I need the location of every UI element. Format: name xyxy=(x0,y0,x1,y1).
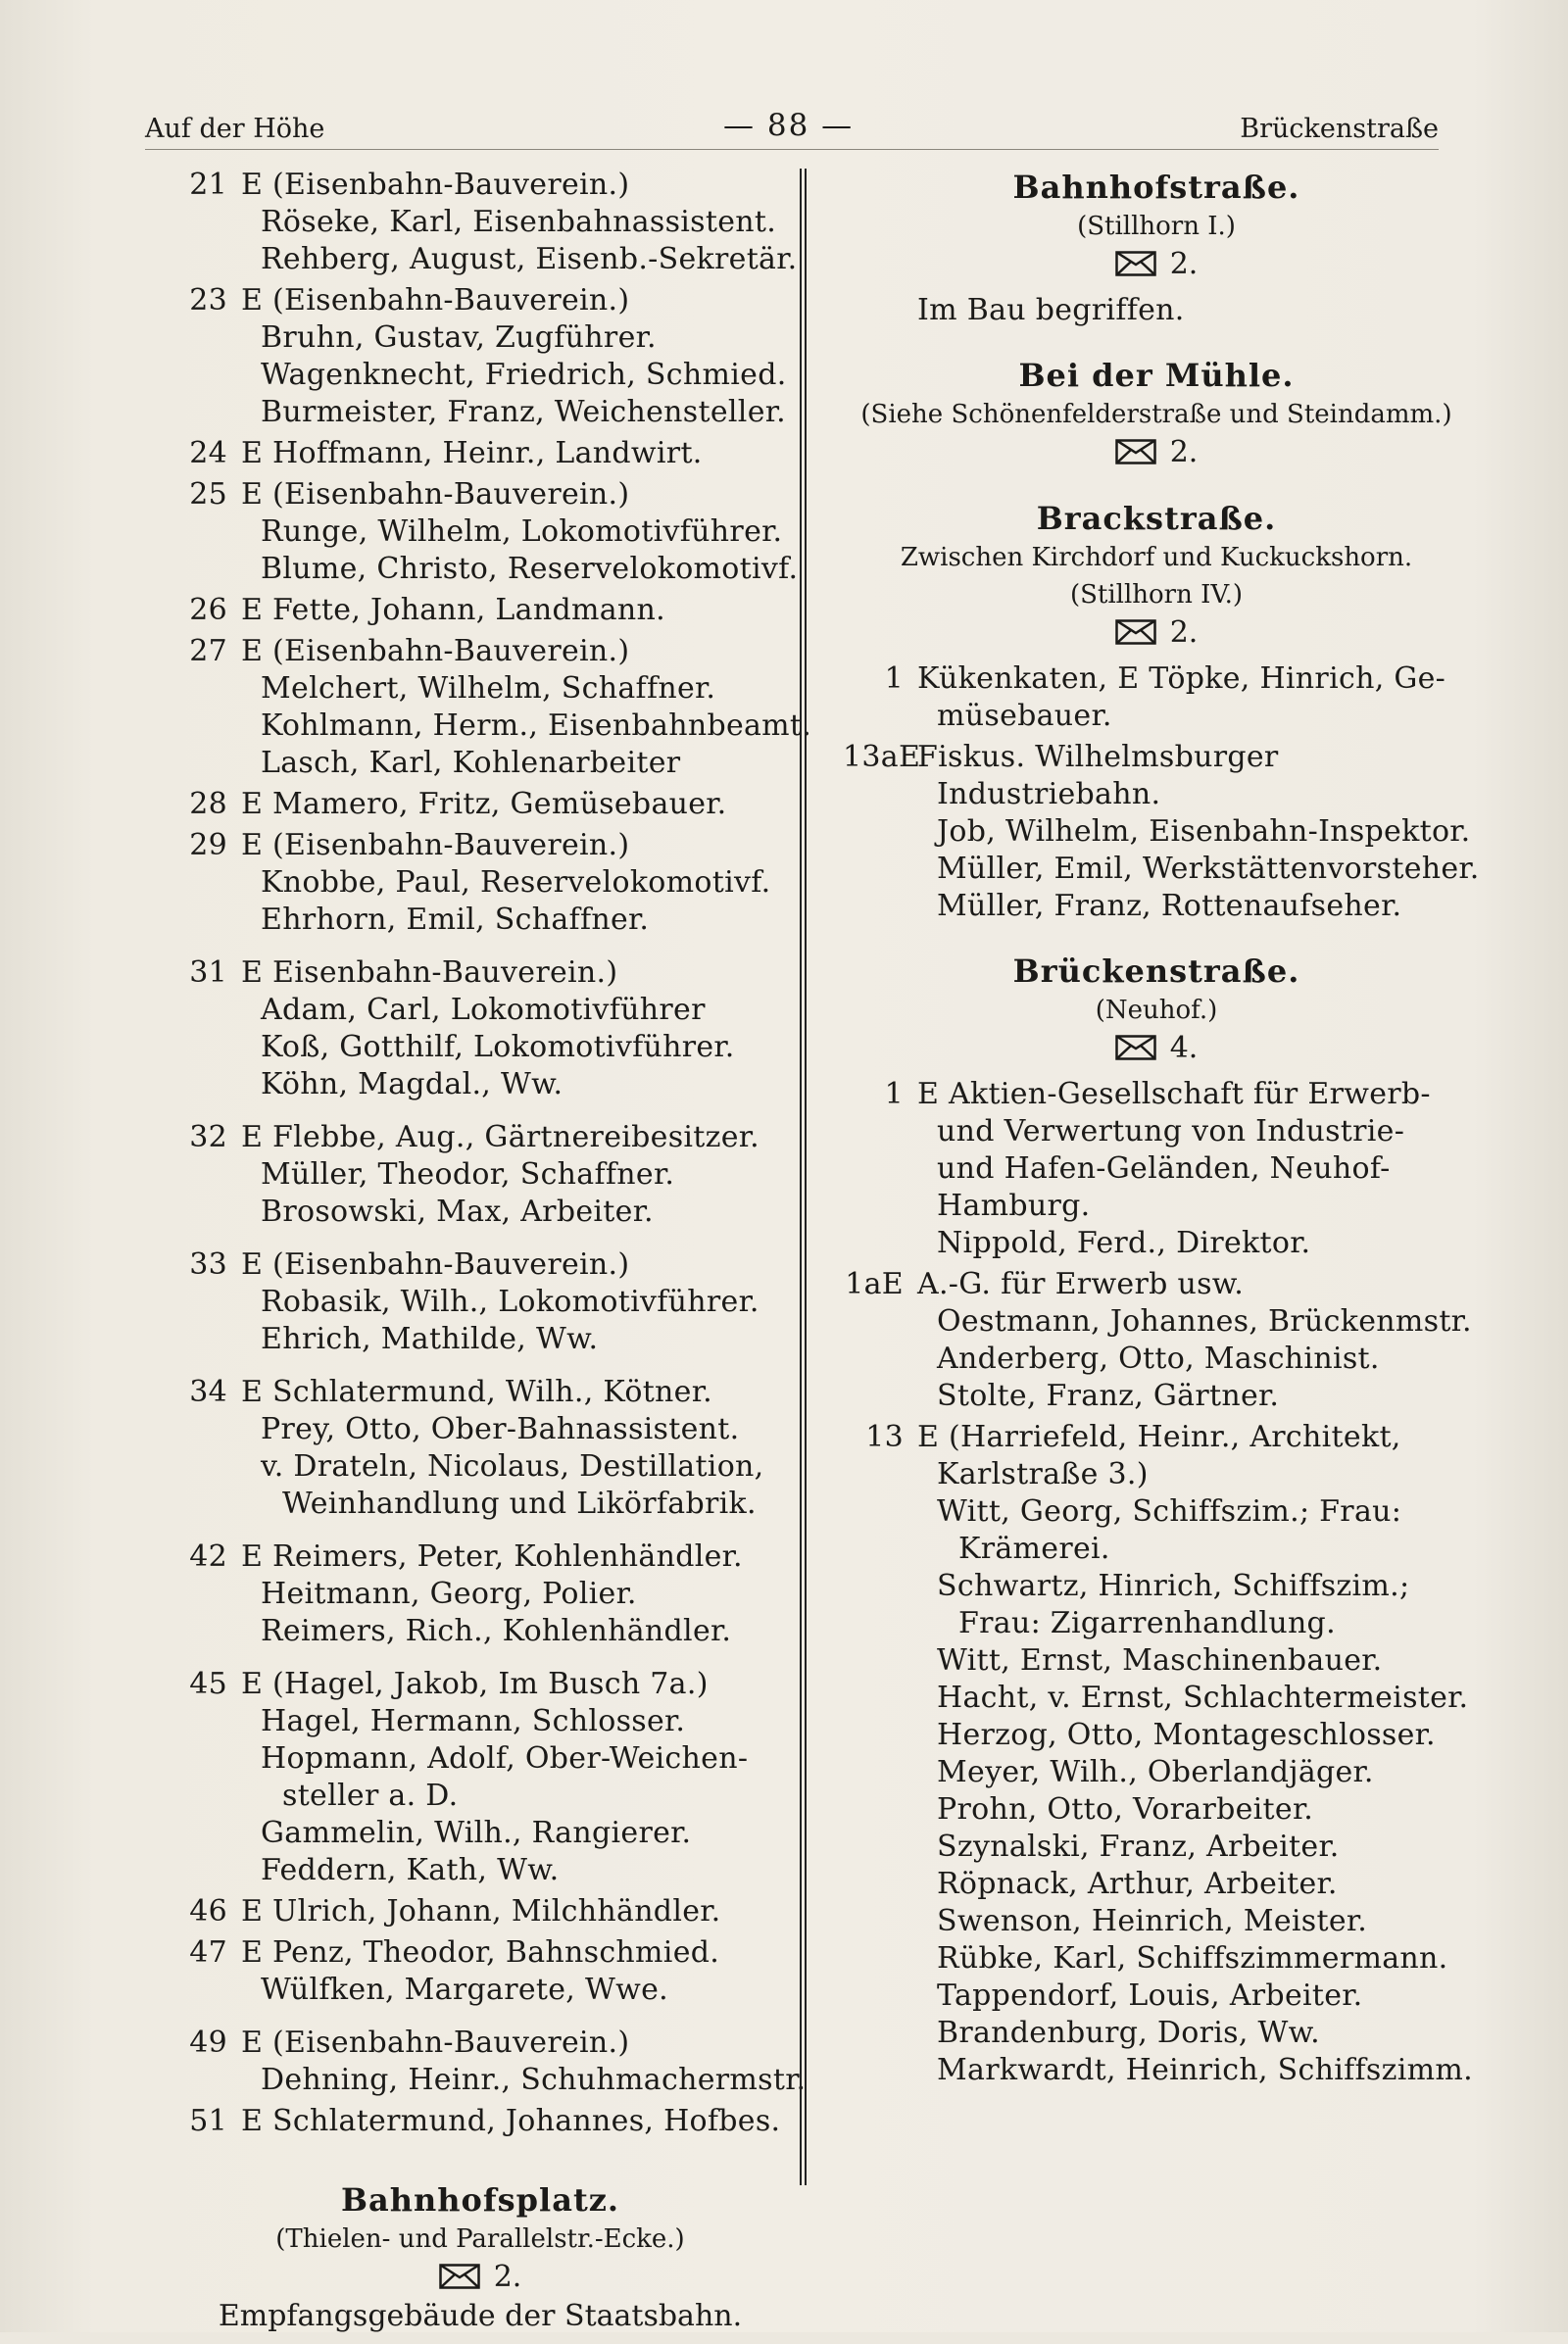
entry-text: E (Eisenbahn-Bauverein.) xyxy=(241,283,630,317)
directory-entry xyxy=(843,1266,1470,1415)
section-subtitle: (Stillhorn IV.) xyxy=(1069,580,1244,610)
entry-text: E (Eisenbahn-Bauverein.) xyxy=(241,477,630,512)
house-number: 28 xyxy=(189,787,227,821)
entry-line: und Verwertung von Industrie- xyxy=(937,1114,1405,1148)
column-divider xyxy=(800,169,807,2185)
entry-text: E Penz, Theodor, Bahnschmied. xyxy=(241,1935,720,1970)
entry-line xyxy=(167,1934,794,1972)
house-number: 27 xyxy=(189,634,227,668)
directory-entry xyxy=(167,827,794,939)
entry-line: Müller, Franz, Rottenaufseher. xyxy=(937,889,1402,923)
section-title: Brackstraße. xyxy=(1036,500,1277,537)
house-number: 26 xyxy=(189,593,227,627)
entry-line: Anderberg, Otto, Maschinist. xyxy=(937,1342,1380,1376)
directory-entry xyxy=(167,1666,794,1889)
entry-line: Wülfken, Margarete, Wwe. xyxy=(261,1973,668,2007)
directory-entry xyxy=(843,739,1480,925)
entry-text: E Ulrich, Johann, Milchhändler. xyxy=(241,1894,721,1929)
entry-line: Stolte, Franz, Gärtner. xyxy=(937,1379,1280,1413)
entry-text: E (Hagel, Jakob, Im Busch 7a.) xyxy=(241,1667,709,1701)
entry-line: Reimers, Rich., Kohlenhändler. xyxy=(261,1614,732,1648)
entry-line: steller a. D. xyxy=(282,1779,459,1813)
house-number: 47 xyxy=(189,1935,227,1970)
entry-line: Knobbe, Paul, Reservelokomotivf. xyxy=(261,865,771,900)
house-number: 1 xyxy=(884,661,904,696)
street-section xyxy=(843,355,1470,472)
entry-line xyxy=(167,2103,794,2140)
entry-line: Heitmann, Georg, Polier. xyxy=(261,1577,637,1611)
directory-entry xyxy=(167,1119,794,1231)
section-subtitle: (Thielen- und Parallelstr.-Ecke.) xyxy=(275,2224,685,2254)
directory-entry xyxy=(167,1246,794,1358)
entry-text: E (Eisenbahn-Bauverein.) xyxy=(241,168,630,202)
entry-line: Rehberg, August, Eisenb.-Sekretär. xyxy=(261,242,798,276)
house-number: 1 xyxy=(884,1077,904,1111)
envelope-icon xyxy=(1115,439,1156,464)
entry-line xyxy=(167,1893,794,1930)
directory-entry xyxy=(167,167,798,278)
left-column xyxy=(167,167,812,2344)
entry-line xyxy=(167,1374,794,1411)
entry-text: E Schlatermund, Johannes, Hofbes. xyxy=(241,2104,781,2138)
entry-line: Gammelin, Wilh., Rangierer. xyxy=(261,1816,692,1850)
entry-text: Im Bau begriffen. xyxy=(917,293,1185,327)
postal-district xyxy=(843,613,1470,653)
directory-entry xyxy=(167,282,794,431)
entry-line: Brandenburg, Doris, Ww. xyxy=(937,2016,1320,2050)
entry-text: Kükenkaten, E Töpke, Hinrich, Ge- xyxy=(917,661,1446,696)
entry-line xyxy=(167,435,794,472)
entry-line: Hamburg. xyxy=(937,1189,1091,1223)
entry-text: E Fette, Johann, Landmann. xyxy=(241,593,665,627)
section-subtitle: (Neuhof.) xyxy=(1095,996,1218,1025)
section-title: Brückenstraße. xyxy=(1012,952,1300,990)
entry-line: Herzog, Otto, Montageschlosser. xyxy=(937,1718,1436,1752)
house-number: 34 xyxy=(189,1375,227,1409)
entry-line: Prey, Otto, Ober-Bahnassistent. xyxy=(261,1412,740,1446)
house-number: 51 xyxy=(189,2104,227,2138)
entry-line: Tappendorf, Louis, Arbeiter. xyxy=(937,1978,1363,2013)
entry-line xyxy=(167,2025,794,2062)
entry-line: Kohlmann, Herm., Eisenbahnbeamt. xyxy=(261,708,812,743)
house-number: 24 xyxy=(189,436,227,470)
house-number: 13 xyxy=(865,1420,904,1454)
entry-line xyxy=(167,282,794,319)
postal-number: 2. xyxy=(493,2260,522,2294)
page-number: — 88 — xyxy=(723,108,855,143)
header-left: Auf der Höhe xyxy=(145,114,325,144)
entry-line: Dehning, Heinr., Schuhmachermstr. xyxy=(261,2063,807,2097)
directory-entry xyxy=(167,1374,794,1523)
entry-text: E Hoffmann, Heinr., Landwirt. xyxy=(241,436,703,470)
entry-line: Weinhandlung und Likörfabrik. xyxy=(282,1487,757,1521)
directory-entry xyxy=(167,592,794,629)
entry-line xyxy=(167,1119,794,1156)
entry-line xyxy=(167,786,794,823)
directory-entry xyxy=(167,633,812,782)
entry-line xyxy=(843,660,1470,698)
entry-line: Melchert, Wilhelm, Schaffner. xyxy=(261,671,716,706)
section-bahnhofsplatz xyxy=(167,2179,794,2336)
directory-entry xyxy=(843,1419,1473,2089)
house-number: 29 xyxy=(189,828,227,862)
entry-line: Koß, Gotthilf, Lokomotivführer. xyxy=(261,1030,735,1064)
entry-line: Oestmann, Johannes, Brückenmstr. xyxy=(937,1304,1472,1339)
entry-line: Ehrhorn, Emil, Schaffner. xyxy=(261,903,650,937)
entry-line: und Hafen-Geländen, Neuhof- xyxy=(937,1151,1391,1186)
entry-line: Schwartz, Hinrich, Schiffszim.; xyxy=(937,1569,1410,1603)
entry-line xyxy=(167,827,794,864)
postal-district xyxy=(843,245,1470,284)
envelope-icon xyxy=(1115,619,1156,645)
directory-entry xyxy=(843,1076,1470,1262)
section-title: Bahnhofsplatz. xyxy=(340,2181,620,2219)
directory-entry xyxy=(167,2025,807,2099)
house-number: 21 xyxy=(189,168,227,202)
entry-line: Job, Wilhelm, Eisenbahn-Inspektor. xyxy=(937,814,1471,849)
directory-entry xyxy=(167,435,794,472)
section-title: Bei der Mühle. xyxy=(1018,357,1295,394)
postal-district xyxy=(843,433,1470,472)
entry-line xyxy=(843,739,1470,776)
house-number: 32 xyxy=(189,1120,227,1154)
postal-district xyxy=(167,2258,794,2297)
postal-number: 2. xyxy=(1169,247,1199,281)
entry-text: E (Harriefeld, Heinr., Architekt, xyxy=(917,1420,1401,1454)
section-text: Empfangsgebäude der Staatsbahn. xyxy=(218,2299,743,2333)
entry-line: Müller, Emil, Werkstättenvorsteher. xyxy=(937,852,1480,886)
entry-text: E (Eisenbahn-Bauverein.) xyxy=(241,828,630,862)
entry-line: Röseke, Karl, Eisenbahnassistent. xyxy=(261,205,777,239)
entry-text: E (Eisenbahn-Bauverein.) xyxy=(241,634,630,668)
entry-text: E Flebbe, Aug., Gärtnereibesitzer. xyxy=(241,1120,760,1154)
entry-line xyxy=(167,954,794,992)
directory-entry xyxy=(167,476,799,588)
entry-line xyxy=(167,592,794,629)
entry-line: Markwardt, Heinrich, Schiffszimm. xyxy=(937,2053,1473,2087)
directory-entry xyxy=(167,1934,794,2009)
entry-line: Rübke, Karl, Schiffszimmermann. xyxy=(937,1941,1448,1976)
street-section xyxy=(843,498,1470,653)
entry-line: Industriebahn. xyxy=(937,777,1161,811)
entry-text: E Schlatermund, Wilh., Kötner. xyxy=(241,1375,712,1409)
entry-line xyxy=(167,1246,794,1284)
entry-line: Szynalski, Franz, Arbeiter. xyxy=(937,1830,1340,1864)
entry-line: Krämerei. xyxy=(958,1532,1110,1566)
envelope-icon xyxy=(1115,1035,1156,1060)
entry-line: Hopmann, Adolf, Ober-Weichen- xyxy=(261,1741,749,1776)
entry-text: E (Eisenbahn-Bauverein.) xyxy=(241,1247,630,1282)
section-subtitle: (Siehe Schönenfelderstraße und Steindamm.) xyxy=(860,400,1452,429)
entry-line: Witt, Ernst, Maschinenbauer. xyxy=(937,1643,1383,1678)
postal-number: 2. xyxy=(1169,435,1199,469)
house-number: 31 xyxy=(189,955,227,990)
entry-line xyxy=(167,633,794,670)
entry-line: müsebauer. xyxy=(937,699,1112,733)
entry-line: Müller, Theodor, Schaffner. xyxy=(261,1157,675,1192)
street-section xyxy=(843,951,1470,1068)
entry-line: Köhn, Magdal., Ww. xyxy=(261,1067,564,1101)
directory-entry xyxy=(167,1538,794,1650)
entry-line xyxy=(843,292,1470,329)
entry-line xyxy=(167,167,794,204)
entry-line: Adam, Carl, Lokomotivführer xyxy=(261,993,706,1027)
entry-line: Runge, Wilhelm, Lokomotivführer. xyxy=(261,514,783,549)
header-rule xyxy=(145,149,1439,150)
entry-line: Röpnack, Arthur, Arbeiter. xyxy=(937,1867,1338,1901)
entry-text: Fiskus. Wilhelmsburger xyxy=(917,740,1279,774)
entry-text: E (Eisenbahn-Bauverein.) xyxy=(241,2026,630,2060)
house-number: 42 xyxy=(189,1539,227,1574)
entry-line: Feddern, Kath, Ww. xyxy=(261,1853,560,1887)
header-right: Brückenstraße xyxy=(1240,114,1439,144)
street-section xyxy=(843,167,1470,284)
entry-line: Meyer, Wilh., Oberlandjäger. xyxy=(937,1755,1374,1789)
house-number: 45 xyxy=(189,1667,227,1701)
envelope-icon xyxy=(1115,251,1156,276)
entry-line: Brosowski, Max, Arbeiter. xyxy=(261,1195,654,1229)
postal-number: 4. xyxy=(1169,1031,1199,1065)
entry-line: Nippold, Ferd., Direktor. xyxy=(937,1226,1311,1260)
entry-line: Karlstraße 3.) xyxy=(937,1457,1149,1491)
entry-text: E Mamero, Fritz, Gemüsebauer. xyxy=(241,787,727,821)
entry-text: E Aktien-Gesellschaft für Erwerb- xyxy=(917,1077,1431,1111)
entry-line xyxy=(167,1538,794,1576)
entry-line: Swenson, Heinrich, Meister. xyxy=(937,1904,1368,1938)
entry-line: Ehrich, Mathilde, Ww. xyxy=(261,1322,599,1356)
entry-line xyxy=(843,1076,1470,1113)
directory-entry xyxy=(167,1893,794,1930)
entry-line: Witt, Georg, Schiffszim.; Frau: xyxy=(937,1494,1402,1529)
house-number: 23 xyxy=(189,283,227,317)
directory-entry xyxy=(167,786,794,823)
entry-text: A.-G. für Erwerb usw. xyxy=(917,1267,1245,1301)
entry-line: Robasik, Wilh., Lokomotivführer. xyxy=(261,1285,760,1319)
postal-number: 2. xyxy=(1169,615,1199,650)
entry-line: Burmeister, Franz, Weichensteller. xyxy=(261,395,786,429)
directory-entry xyxy=(167,2103,794,2140)
entry-line: Hagel, Hermann, Schlosser. xyxy=(261,1704,686,1738)
page-header xyxy=(145,106,1439,155)
entry-line xyxy=(843,1266,1470,1303)
section-subtitle: (Stillhorn I.) xyxy=(1077,212,1236,241)
entry-line: Blume, Christo, Reservelokomotivf. xyxy=(261,552,799,586)
postal-district xyxy=(843,1029,1470,1068)
house-number: 46 xyxy=(189,1894,227,1929)
right-column xyxy=(843,167,1480,2093)
envelope-icon xyxy=(439,2264,480,2289)
house-number: 1aE xyxy=(845,1267,904,1301)
entry-line xyxy=(167,476,794,513)
entry-text: E Reimers, Peter, Kohlenhändler. xyxy=(241,1539,743,1574)
entry-line: Hacht, v. Ernst, Schlachtermeister. xyxy=(937,1681,1469,1715)
directory-entry xyxy=(843,660,1470,735)
entry-line xyxy=(843,1419,1470,1456)
entry-line: Lasch, Karl, Kohlenarbeiter xyxy=(261,746,681,780)
directory-entry xyxy=(167,954,794,1103)
entry-line xyxy=(167,1666,794,1703)
entry-text: E Eisenbahn-Bauverein.) xyxy=(241,955,618,990)
entry-line: Prohn, Otto, Vorarbeiter. xyxy=(937,1792,1314,1827)
entry-line: Frau: Zigarrenhandlung. xyxy=(958,1606,1336,1640)
section-subtitle: Zwischen Kirchdorf und Kuckuckshorn. xyxy=(900,543,1413,572)
house-number: 13aE xyxy=(843,740,921,774)
section-title: Bahnhofstraße. xyxy=(1012,169,1300,206)
entry-line: Wagenknecht, Friedrich, Schmied. xyxy=(261,358,787,392)
house-number: 25 xyxy=(189,477,227,512)
house-number: 33 xyxy=(189,1247,227,1282)
entry-line: Bruhn, Gustav, Zugführer. xyxy=(261,320,657,355)
directory-entry xyxy=(843,292,1470,329)
house-number: 49 xyxy=(189,2026,227,2060)
entry-line: v. Drateln, Nicolaus, Destillation, xyxy=(261,1449,764,1484)
